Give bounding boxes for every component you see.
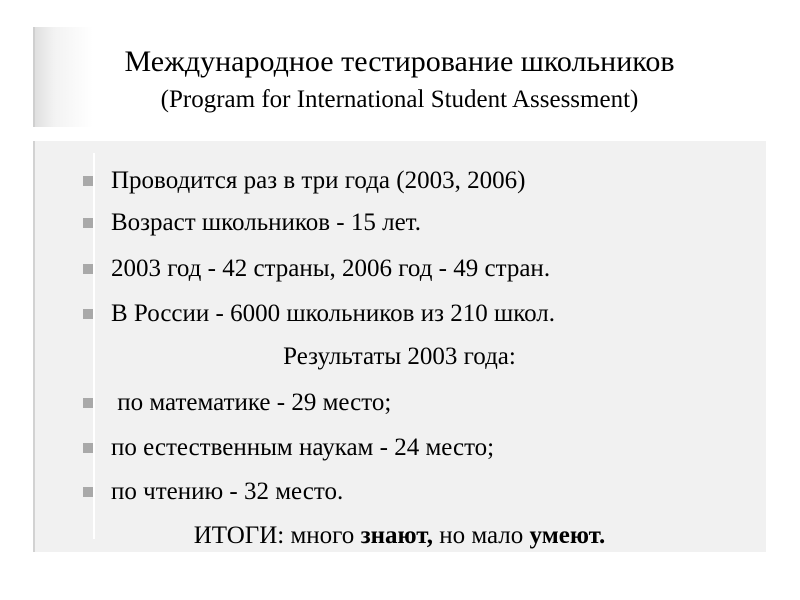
summary-can: умеют. — [529, 522, 606, 549]
summary-know: знают, — [360, 522, 433, 549]
summary-prefix: ИТОГИ: много — [193, 522, 361, 549]
bullet-text: Проводится раз в три года (2003, 2006) — [111, 167, 526, 194]
bullet-text: В России - 6000 школьников из 210 школ. — [111, 300, 555, 327]
summary-line — [33, 520, 766, 552]
square-bullet-icon — [83, 309, 93, 319]
result-text: по естественным наукам - 24 место; — [111, 434, 495, 461]
result-text: по математике - 29 место; — [111, 389, 392, 416]
summary-middle: но мало — [432, 522, 530, 549]
square-bullet-icon — [83, 218, 93, 228]
square-bullet-icon — [83, 487, 93, 497]
slide-subtitle: (Program for International Student Assessment) — [160, 86, 639, 113]
result-text: по чтению - 32 место. — [111, 478, 344, 505]
square-bullet-icon — [83, 398, 93, 408]
results-heading-text: Результаты 2003 года: — [283, 343, 516, 370]
slide-title: Международное тестирование школьников — [124, 45, 675, 78]
square-bullet-icon — [83, 176, 93, 186]
results-heading — [33, 341, 766, 373]
square-bullet-icon — [83, 443, 93, 453]
square-bullet-icon — [83, 264, 93, 274]
bullet-text: 2003 год - 42 страны, 2006 год - 49 стран. — [111, 255, 551, 282]
bullet-text: Возраст школьников - 15 лет. — [111, 209, 421, 236]
